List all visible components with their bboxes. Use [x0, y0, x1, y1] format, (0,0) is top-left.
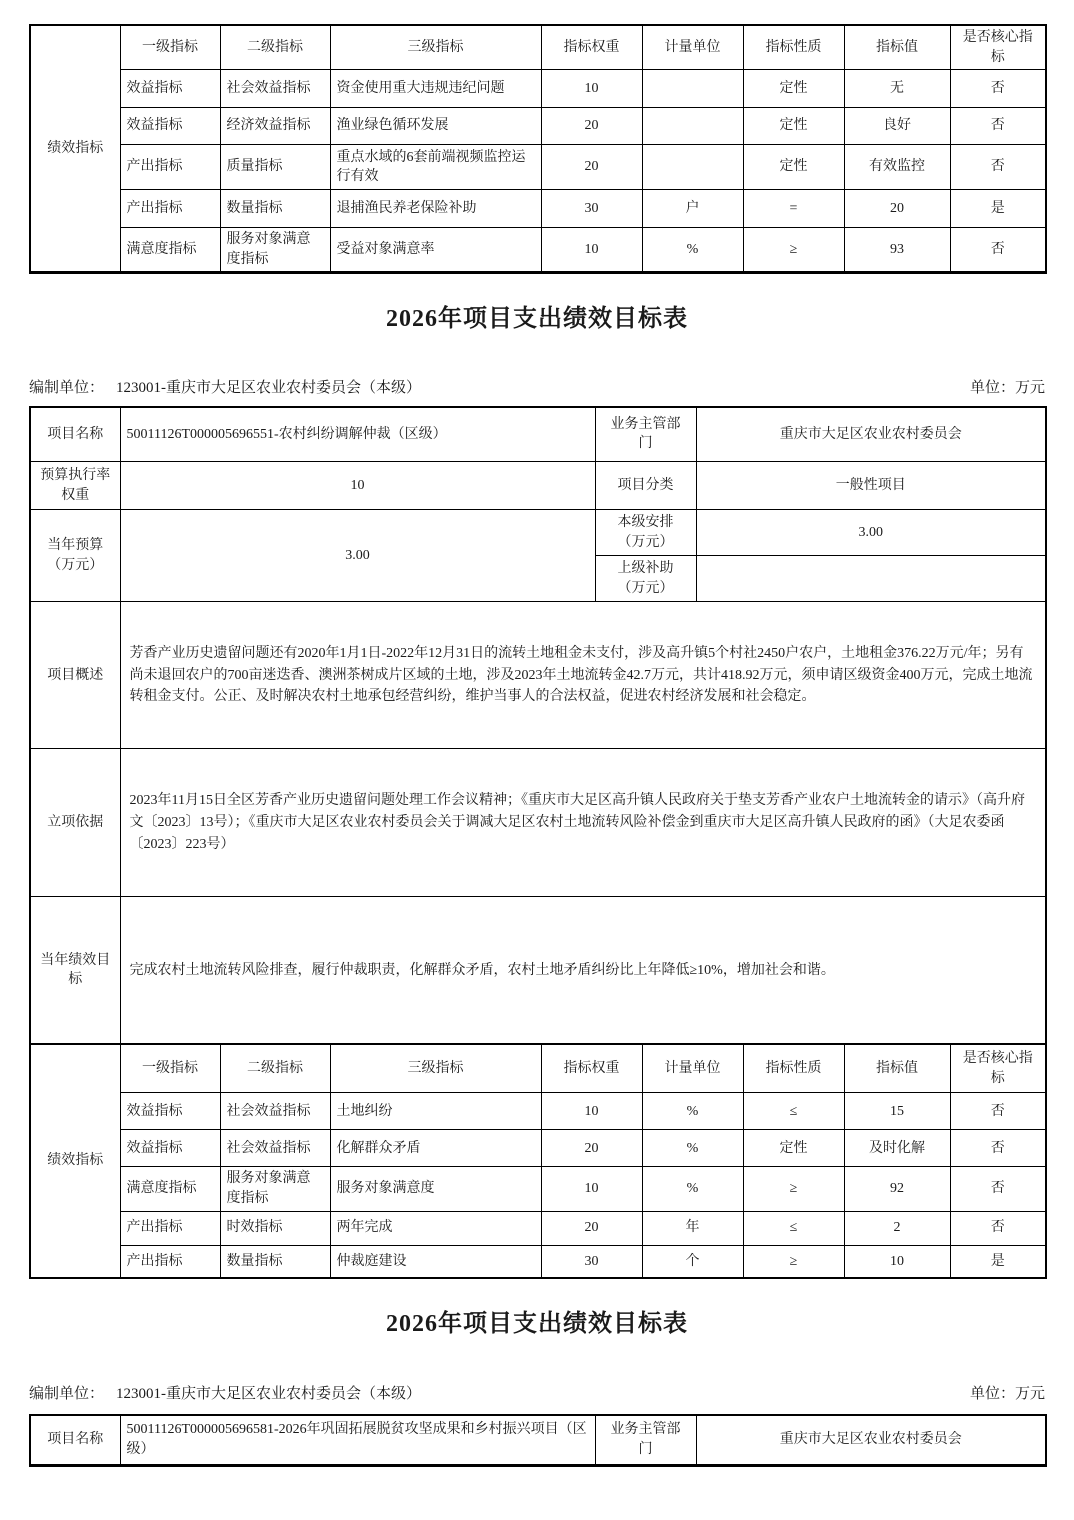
superior-subsidy-value — [696, 556, 1046, 602]
indicator-header-cell: 指标值 — [844, 1045, 950, 1093]
indicator-cell: 否 — [950, 108, 1046, 145]
indicator-cell: 10 — [844, 1245, 950, 1278]
indicator-cell: 否 — [950, 70, 1046, 108]
indicator-header-cell: 指标性质 — [743, 25, 844, 70]
indicator-cell: 仲裁庭建设 — [330, 1245, 541, 1278]
indicator-cell: ≥ — [743, 1167, 844, 1211]
indicator-row — [30, 1211, 1046, 1245]
indicator-cell: 良好 — [844, 108, 950, 145]
indicator-cell: 15 — [844, 1093, 950, 1130]
table-row — [30, 462, 1046, 510]
year-budget-label: 当年预算（万元） — [30, 510, 120, 602]
indicator-cell: 质量指标 — [220, 145, 330, 190]
unit-note: 单位：万元 — [969, 1386, 1045, 1403]
indicator-cell: 及时化解 — [844, 1130, 950, 1167]
indicator-cell: 10 — [541, 1167, 642, 1211]
indicator-cell: 重点水域的6套前端视频监控运行有效 — [330, 145, 541, 190]
indicator-cell: 时效指标 — [220, 1211, 330, 1245]
indicator-cell: 土地纠纷 — [330, 1093, 541, 1130]
indicator-cell — [642, 70, 743, 108]
superior-subsidy-label: 上级补助（万元） — [595, 556, 696, 602]
indicator-row — [30, 1093, 1046, 1130]
table-row — [30, 1415, 1046, 1465]
indicator-row — [30, 228, 1046, 273]
indicator-cell: 20 — [541, 108, 642, 145]
indicator-cell: ≤ — [743, 1093, 844, 1130]
indicator-header-cell: 一级指标 — [120, 25, 220, 70]
indicator-cell: % — [642, 1093, 743, 1130]
basis-label: 立项依据 — [30, 749, 120, 897]
indicator-cell: % — [642, 228, 743, 273]
indicator-cell: 产出指标 — [120, 1245, 220, 1278]
indicator-cell: 产出指标 — [120, 145, 220, 190]
prepared-by-value: 123001-重庆市大足区农业农村委员会（本级） — [116, 379, 422, 396]
indicator-cell: 年 — [642, 1211, 743, 1245]
table-row — [30, 602, 1046, 749]
dept-label: 业务主管部门 — [595, 407, 696, 462]
dept-value: 重庆市大足区农业农村委员会 — [696, 407, 1046, 462]
indicator-cell: 否 — [950, 228, 1046, 273]
indicator-cell: 效益指标 — [120, 70, 220, 108]
report-meta-row — [29, 376, 1045, 397]
exec-rate-label: 预算执行率权重 — [30, 462, 120, 510]
indicator-cell: % — [642, 1130, 743, 1167]
indicator-cell — [642, 108, 743, 145]
category-label: 项目分类 — [595, 462, 696, 510]
indicator-cell: 渔业绿色循环发展 — [330, 108, 541, 145]
indicator-cell: ≥ — [743, 1245, 844, 1278]
indicator-header-cell: 指标权重 — [541, 25, 642, 70]
indicator-cell: 10 — [541, 70, 642, 108]
prepared-by — [29, 376, 421, 397]
indicator-cell: 两年完成 — [330, 1211, 541, 1245]
indicators-table — [29, 1044, 1047, 1279]
indicator-cell: 92 — [844, 1167, 950, 1211]
prepared-by-value: 123001-重庆市大足区农业农村委员会（本级） — [116, 1386, 422, 1403]
year-budget-value: 3.00 — [120, 510, 595, 602]
indicator-row — [30, 145, 1046, 190]
overview-text: 芳香产业历史遗留问题还有2020年1月1日-2022年12月31日的流转土地租金未支付，涉及高升镇5个村社2450户农户，土地租金376.22万元/年；另有尚未退回农户的700亩迷迭香、澳洲茶树成片区域的土地，涉及2023年土地流转金42.7万元，共计418.92万元，须申请区级资金400万元，完成土地流转租金支付。公正、及时解决农村土地承包经营纠纷，维护当事人的合法权益，促进农村经济发展和社会稳定。 — [120, 602, 1046, 749]
indicator-cell — [642, 145, 743, 190]
project-info-table — [29, 406, 1047, 1045]
indicator-cell: 效益指标 — [120, 1093, 220, 1130]
indicator-cell: % — [642, 1167, 743, 1211]
project-name-label: 项目名称 — [30, 407, 120, 462]
indicator-cell: = — [743, 190, 844, 228]
indicator-row — [30, 70, 1046, 108]
indicators-table-continued — [29, 24, 1047, 274]
exec-rate-value: 10 — [120, 462, 595, 510]
indicator-cell: 定性 — [743, 70, 844, 108]
table-row — [30, 897, 1046, 1044]
indicator-cell: 资金使用重大违规违纪问题 — [330, 70, 541, 108]
indicator-cell: 20 — [541, 1211, 642, 1245]
local-arrangement-label: 本级安排（万元） — [595, 510, 696, 556]
indicator-cell: 效益指标 — [120, 108, 220, 145]
indicator-header-cell: 指标性质 — [743, 1045, 844, 1093]
indicator-cell: 否 — [950, 1130, 1046, 1167]
indicator-row — [30, 1130, 1046, 1167]
indicator-header-row — [30, 1045, 1046, 1093]
indicator-cell: 服务对象满意度 — [330, 1167, 541, 1211]
indicator-cell: 户 — [642, 190, 743, 228]
indicator-header-cell: 三级指标 — [330, 25, 541, 70]
project-name-value: 50011126T000005696551-农村纠纷调解仲裁（区级） — [120, 407, 595, 462]
report-meta-row — [29, 1382, 1045, 1403]
indicator-header-cell: 指标权重 — [541, 1045, 642, 1093]
project-name-value: 50011126T000005696581-2026年巩固拓展脱贫攻坚成果和乡村振兴项目（区级） — [120, 1415, 595, 1465]
dept-value: 重庆市大足区农业农村委员会 — [696, 1415, 1046, 1465]
indicator-cell: 社会效益指标 — [220, 1093, 330, 1130]
indicator-cell: 2 — [844, 1211, 950, 1245]
indicator-header-cell: 三级指标 — [330, 1045, 541, 1093]
indicator-cell: 社会效益指标 — [220, 70, 330, 108]
indicator-cell: 社会效益指标 — [220, 1130, 330, 1167]
project-info-table-cut — [29, 1414, 1047, 1467]
indicator-cell: 93 — [844, 228, 950, 273]
report-title: 2026年项目支出绩效目标表 — [386, 1311, 688, 1338]
indicator-row — [30, 108, 1046, 145]
indicator-cell: 否 — [950, 145, 1046, 190]
indicator-header-cell: 二级指标 — [220, 25, 330, 70]
goal-label: 当年绩效目标 — [30, 897, 120, 1044]
indicator-cell: 数量指标 — [220, 1245, 330, 1278]
indicator-row — [30, 1245, 1046, 1278]
prepared-by-label: 编制单位： — [29, 379, 105, 396]
indicator-cell: 化解群众矛盾 — [330, 1130, 541, 1167]
indicator-cell: 经济效益指标 — [220, 108, 330, 145]
category-value: 一般性项目 — [696, 462, 1046, 510]
indicator-cell: 否 — [950, 1093, 1046, 1130]
indicator-cell: 服务对象满意度指标 — [220, 228, 330, 273]
indicator-cell: ≥ — [743, 228, 844, 273]
indicator-header-cell: 计量单位 — [642, 25, 743, 70]
indicator-cell: 是 — [950, 190, 1046, 228]
indicator-cell: 个 — [642, 1245, 743, 1278]
indicator-cell: 否 — [950, 1167, 1046, 1211]
indicator-cell: 产出指标 — [120, 190, 220, 228]
indicator-cell: 定性 — [743, 108, 844, 145]
table-row — [30, 407, 1046, 462]
indicator-cell: 满意度指标 — [120, 228, 220, 273]
indicator-cell: 30 — [541, 190, 642, 228]
indicator-row — [30, 190, 1046, 228]
indicator-row — [30, 1167, 1046, 1211]
project-name-label: 项目名称 — [30, 1415, 120, 1465]
table-row — [30, 749, 1046, 897]
indicator-cell: 服务对象满意度指标 — [220, 1167, 330, 1211]
performance-indicators-label: 绩效指标 — [30, 1045, 120, 1278]
performance-indicators-label: 绩效指标 — [30, 25, 120, 273]
indicator-cell: 20 — [844, 190, 950, 228]
indicator-cell: 退捕渔民养老保险补助 — [330, 190, 541, 228]
indicator-header-cell: 二级指标 — [220, 1045, 330, 1093]
prepared-by — [29, 1382, 421, 1403]
goal-text: 完成农村土地流转风险排查，履行仲裁职责，化解群众矛盾，农村土地矛盾纠纷比上年降低≥10%，增加社会和谐。 — [120, 897, 1046, 1044]
indicator-cell: 20 — [541, 145, 642, 190]
indicator-cell: 满意度指标 — [120, 1167, 220, 1211]
dept-label: 业务主管部门 — [595, 1415, 696, 1465]
unit-note: 单位：万元 — [969, 379, 1045, 396]
indicator-header-row — [30, 25, 1046, 70]
indicator-cell: 定性 — [743, 145, 844, 190]
prepared-by-label: 编制单位： — [29, 1386, 105, 1403]
table-row — [30, 510, 1046, 556]
indicator-cell: 30 — [541, 1245, 642, 1278]
indicator-cell: 有效监控 — [844, 145, 950, 190]
indicator-header-cell: 一级指标 — [120, 1045, 220, 1093]
indicator-cell: 是 — [950, 1245, 1046, 1278]
indicator-header-cell: 计量单位 — [642, 1045, 743, 1093]
indicator-header-cell: 是否核心指标 — [950, 25, 1046, 70]
indicator-cell: 无 — [844, 70, 950, 108]
indicator-cell: 20 — [541, 1130, 642, 1167]
indicator-cell: 10 — [541, 1093, 642, 1130]
indicator-cell: 否 — [950, 1211, 1046, 1245]
indicator-cell: 产出指标 — [120, 1211, 220, 1245]
indicator-cell: 效益指标 — [120, 1130, 220, 1167]
local-arrangement-value: 3.00 — [696, 510, 1046, 556]
indicator-header-cell: 是否核心指标 — [950, 1045, 1046, 1093]
basis-text: 2023年11月15日全区芳香产业历史遗留问题处理工作会议精神；《重庆市大足区高升镇人民政府关于垫支芳香产业农户土地流转金的请示》（高升府文〔2023〕13号）；《重庆市大足区农业农村委员会关于调减大足区农村土地流转风险补偿金到重庆市大足区高升镇人民政府的函》（大足农委函〔2023〕223号） — [120, 749, 1046, 897]
indicator-cell: 定性 — [743, 1130, 844, 1167]
indicator-header-cell: 指标值 — [844, 25, 950, 70]
overview-label: 项目概述 — [30, 602, 120, 749]
indicator-cell: 10 — [541, 228, 642, 273]
indicator-cell: 数量指标 — [220, 190, 330, 228]
indicator-cell: ≤ — [743, 1211, 844, 1245]
indicator-cell: 受益对象满意率 — [330, 228, 541, 273]
report-title: 2026年项目支出绩效目标表 — [386, 306, 688, 333]
